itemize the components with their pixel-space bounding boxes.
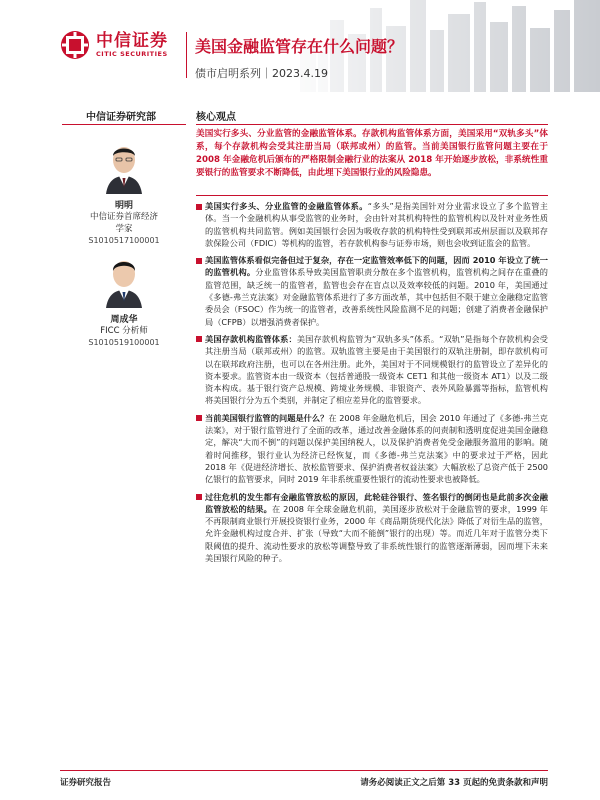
analyst-card [62,250,186,349]
point-body: 在 2008 年金融危机后，国会 2010 年通过了《多德-弗兰克法案》，对于银行监管进行了全面的改革，通过改善金融体系的问责制和透明度促进美国金融稳定，解决“大而不倒”的问题以保护美国纳税人，以及保护消费者免受金融服务滥用的影响。随着时间推移，银行业认为经济已经恢复，而《多德-弗兰克法案》中的要求过于严格，因此 2018 年《促进经济增长、放松监管要求、保护消费者权益法案》大幅放松了总资产低于 2500 亿银行的监管要求，同时 2019 年非系统重要性银行的流动性要求也被降低。 [205,412,548,485]
research-dept-title: 中信证券研究部 [86,112,156,123]
logo-chinese-name: 中信证券 [96,30,168,51]
list-item [196,491,548,565]
list-item [196,412,548,486]
analyst-name: 明明 [114,201,133,211]
title-divider [186,32,187,78]
summary-rule [196,195,548,196]
point-heading: 美国存款机构监管体系： [205,333,297,344]
core-views-title: 核心观点 [196,112,236,123]
analyst-license-id: S1010519100001 [88,338,160,347]
right-column-rule [196,124,548,125]
point-body: 美国存款机构监管为“双轨多头”体系。“双轨”是指每个存款机构会受其注册当局（联邦或州）的监管。双轨监管主要是由于美国银行的双轨注册制，即存款机构可以在联邦政府注册，也可以在各州注册。此外，美国对于不同规模银行的监管设立了差异化的资本要求。监管资本由一级资本（包括普通股一级资本 CET1 和其他一级资本 AT1）以及二级资本构成。基于银行资产总规模、跨境业务规模、非银资产、表外风险暴露等指标，监管机构将美国银行分为五个类别，并制定了相应差异化的监管要求。 [205,333,548,406]
point-heading: 过往危机的发生都有金融监管放松的原因，此轮硅谷银行、签名银行的倒闭也是此前多次金融监管放松的结果。 [205,491,548,514]
analyst-photo-icon [98,136,150,194]
logo-english-name: CITIC SECURITIES [96,49,168,58]
point-heading: 美国实行多头、分业监管的金融监管体系。 [205,201,368,211]
analyst-card [62,136,186,247]
list-item [196,333,548,407]
report-series-date: 债市启明系列｜2023.4.19 [195,67,328,80]
report-title: 美国金融监管存在什么问题？ [195,37,404,56]
footer-rule [60,770,548,771]
analyst-role: FICC 分析师 [100,326,148,336]
footer-report-type: 证券研究报告 [60,778,112,788]
footer-disclaimer-note: 请务必阅读正文之后第 33 页起的免责条款和声明 [360,778,548,788]
point-heading: 当前美国银行监管的问题是什么？ [205,412,329,423]
analyst-photo-icon [98,250,150,308]
report-header [0,0,600,92]
red-square-bullet-icon [196,258,202,264]
list-item [196,254,548,328]
red-square-bullet-icon [196,415,202,421]
analyst-name: 周成华 [110,315,138,325]
list-item [196,200,548,249]
analyst-role: 学家 [115,224,133,234]
citic-emblem-icon [60,30,90,60]
point-body: “多头”是指美国针对分业需求设立了多个监管主体。当一个金融机构从事受监管的业务时，会由针对其机构特性的监管机构以及针对业务性质的监管机构共同监管。例如美国银行会因为吸收存款的机构特性受到联邦或州层面以及联邦存款保险公司（FDIC）等机构的监管，若存款机构参与证券市场，则也会收到证监会的监管。 [205,201,548,248]
citic-logo [60,30,168,60]
analyst-license-id: S1010517100001 [88,236,160,245]
analyst-role: 中信证券首席经济 [89,212,158,222]
red-square-bullet-icon [196,336,202,342]
red-square-bullet-icon [196,494,202,500]
key-points-list [196,200,548,569]
core-summary: 美国实行多头、分业监管的金融监管体系。存款机构监管体系方面，美国采用“双轨多头”体系，每个存款机构会受其注册当局（联邦或州）的监管。当前美国银行监管问题主要在于 2008 年金融危机后颁布的严格限制金融行业的法案从 2018 年开始逐步放松，非系统性重要银行的监管要求不断降低，由此埋下美国银行业的风险隐患。 [196,129,548,178]
left-column-rule [62,124,186,125]
point-body: 分业监管体系导致美国监管职责分散在多个监管机构，监管机构之间存在重叠的监管范围，缺乏统一的监管者，监管也会存在盲点以及效率较低的问题。2010 年，美国通过《多德-弗兰克法案》对金融监管体系进行了多方面改革，其中包括但不限于建立金融稳定监管委员会（FSOC）作为统一的监管者，改善系统性风险监测不足的问题；创建了消费者金融保护局（CFPB）以增强消费者保护。 [205,267,548,327]
point-body: 在 2008 年全球金融危机前，美国逐步放松对于金融监管的要求，1999 年不再限制商业银行开展投资银行业务，2000 年《商品期货现代化法》降低了对衍生品的监管，允许金融机构过度合并、扩张（导致“大而不能倒”银行的出现）等。而近几年对于监管分类下限阈值的提升、流动性要求的放松等调整导致了非系统性银行的监管逐渐薄弱，因而埋下未来美国银行风险的种子。 [205,503,548,564]
red-square-bullet-icon [196,204,202,210]
point-heading: 美国监管体系看似完备但过于复杂，存在一定监管效率低下的问题，因而 2010 年设立了统一的监管机构。 [205,255,548,278]
